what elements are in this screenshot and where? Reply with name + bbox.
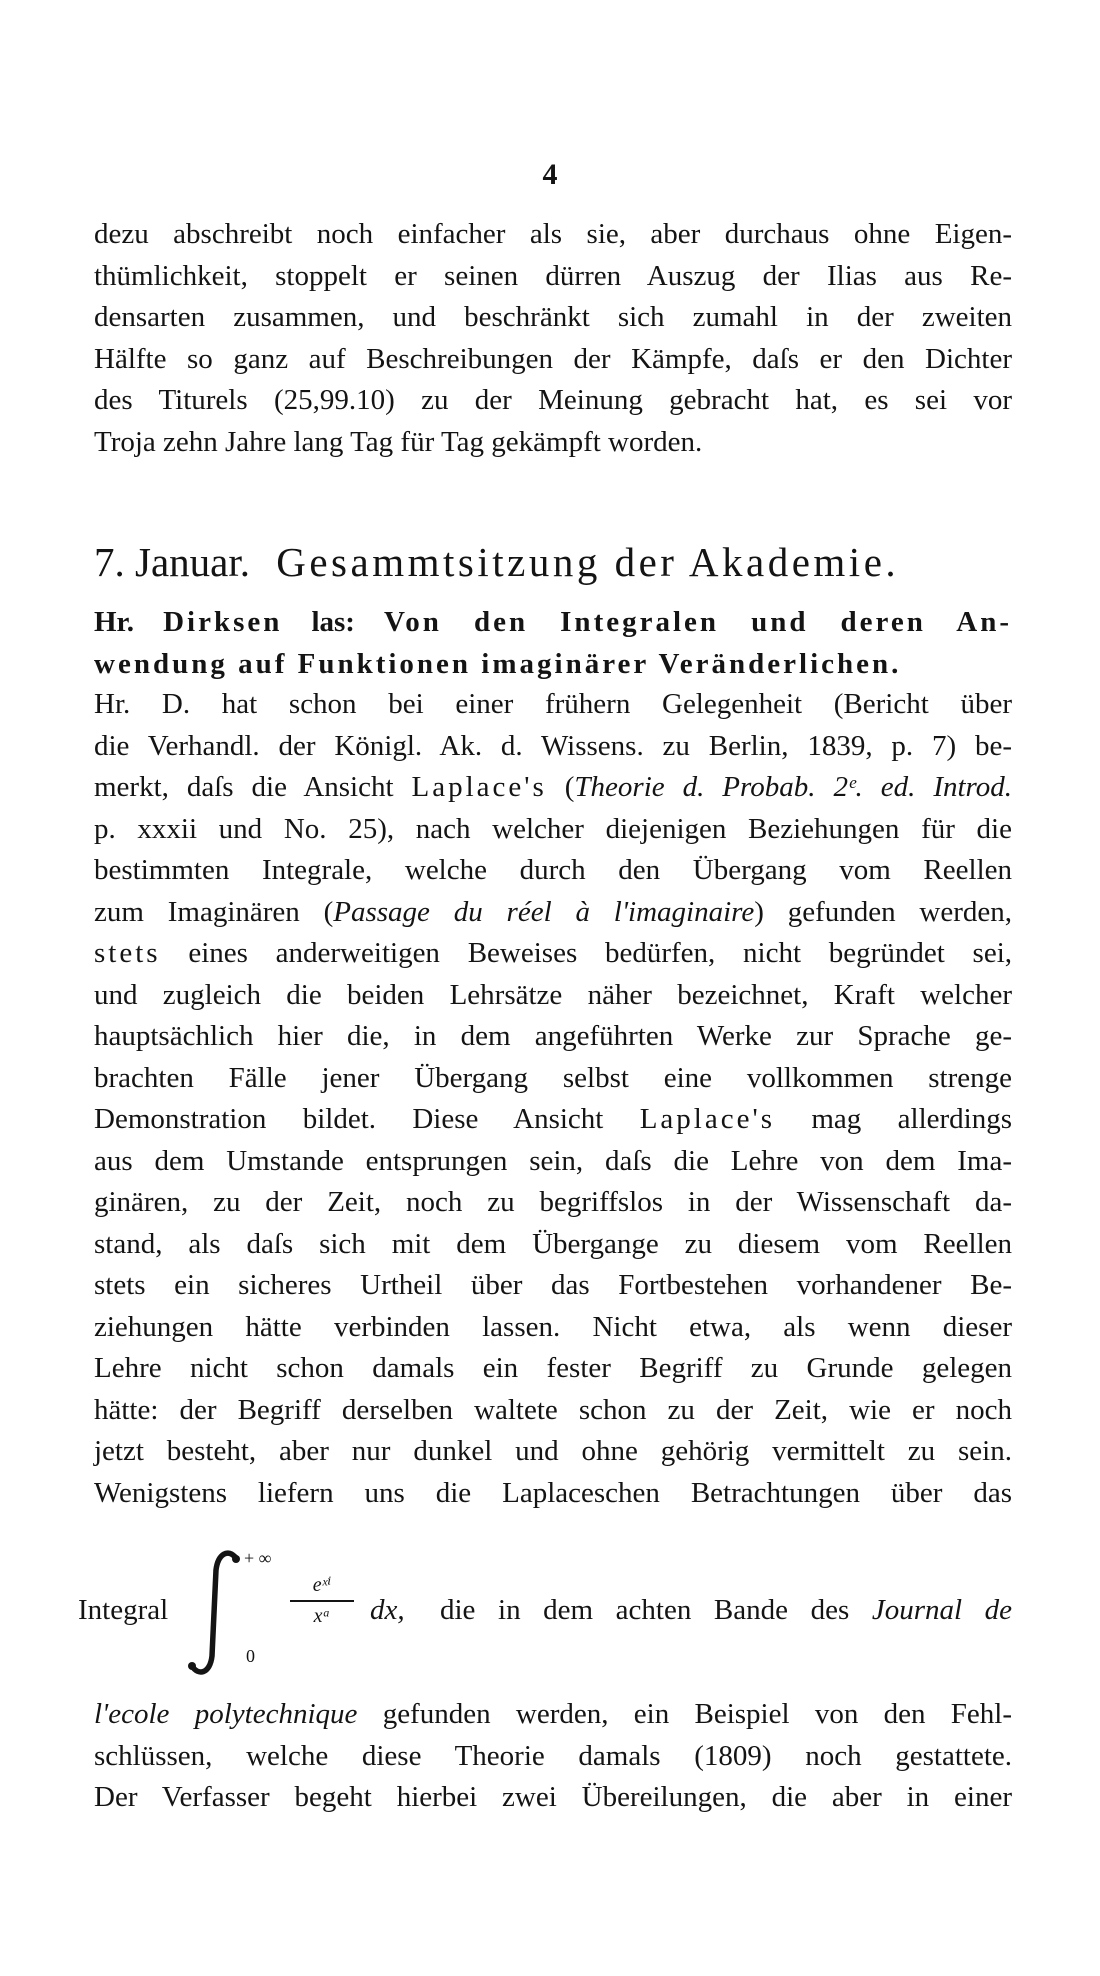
author-name: Laplace's [639,1103,775,1135]
journal-title: l'ecole polytechnique [94,1698,358,1730]
text-line: ziehungen hätte verbinden lassen. Nicht etwa, als wenn dieser [94,1310,1012,1343]
text-line: stets eines anderweitigen Beweises bedürfen, nicht begründet sei, [94,937,1012,969]
text-line: densarten zusammen, und beschränkt sich zumahl in der zweiten [94,301,1012,333]
text-line: jetzt besteht, aber nur dunkel und ohne gehörig vermittelt zu sein. [94,1435,1012,1467]
text-line: stand, als daſs sich mit dem Übergange zu diesem vom Reellen [94,1227,1012,1260]
text-line: des Titurels (25,99.10) zu der Meinung gebracht hat, es sei vor [94,384,1012,416]
body-paragraph [94,684,1012,1514]
text-line: hätte: der Begriff derselben waltete schon zu der Zeit, wie er noch [94,1393,1012,1426]
integrand-denominator: xᵃ [313,1604,331,1627]
text-line: brachten Fälle jener Übergang selbst eine vollkommen strenge [94,1061,1012,1094]
differential: dx, [370,1594,405,1626]
text-line: dezu abschreibt noch einfacher als sie, aber durchaus ohne Eigen- [94,218,1012,250]
text-line: merkt, daſs die Ansicht Laplace's (Theorie d. Probab. 2ᵉ. ed. Introd. [94,771,1013,803]
text-line: aus dem Umstande entsprungen sein, daſs die Lehre von dem Ima- [94,1144,1012,1177]
lecture-title: Von den Integralen und deren An- [384,606,1013,638]
session-title: Gesammtsitzung der Akademie. [276,539,900,585]
session-heading [94,538,1012,586]
announcement [94,602,1012,685]
text-line: Der Verfasser begeht hierbei zwei Übereilungen, die aber in einer [94,1781,1012,1813]
integral-word: Integral [78,1594,169,1626]
text-line: Wenigstens liefern uns die Laplaceschen Betrachtungen über das [94,1476,1012,1509]
lecture-title-continued: wendung auf Funktionen imaginärer Veränderlichen. [94,647,902,680]
text-line: Demonstration bildet. Diese Ansicht Laplace's mag allerdings [94,1103,1012,1135]
text-line: thümlichkeit, stoppelt er seinen dürren Auszug der Ilias aus Re- [94,259,1012,292]
text-line: zum Imaginären (Passage du réel à l'imaginaire) gefunden werden, [94,895,1012,928]
text-line: l'ecole polytechnique gefunden werden, ein Beispiel von den Fehl- [94,1698,1012,1730]
integrand-fraction [290,1572,354,1628]
emphasis: stets [94,937,161,969]
author-name: Laplace's [411,771,547,803]
text-line: und zugleich die beiden Lehrsätze näher bezeichnet, Kraft welcher [94,978,1012,1011]
announcement-line [94,602,1012,644]
text-line: stets ein sicheres Urtheil über das Fortbestehen vorhandener Be- [94,1269,1012,1301]
text-line: bestimmten Integrale, welche durch den Übergang vom Reellen [94,854,1012,886]
fraction-bar [290,1600,354,1602]
lower-limit: 0 [246,1646,255,1666]
upper-limit: + ∞ [244,1548,272,1568]
journal-title: Journal de [871,1594,1012,1626]
speaker-prefix: Hr. [94,606,135,638]
text-line: die in dem achten Bande des Journal de [440,1594,1012,1626]
text-line: Hr. D. hat schon bei einer frühern Gelegenheit (Bericht über [94,688,1012,720]
speaker-name: Dirksen [163,606,283,638]
text-line: hauptsächlich hier die, in dem angeführten Werke zur Sprache ge- [94,1020,1012,1052]
text-line: Lehre nicht schon damals ein fester Begriff zu Grunde gelegen [94,1352,1012,1384]
page-number: 4 [542,158,558,191]
tail-paragraph [94,1694,1012,1819]
continuation-paragraph [94,214,1012,463]
integrand-numerator: eˣⁱ [312,1574,332,1596]
text-line: die Verhandl. der Königl. Ak. d. Wissens. zu Berlin, 1839, p. 7) be- [94,729,1012,762]
text-line: Hälfte so ganz auf Beschreibungen der Kämpfe, daſs er den Dichter [94,342,1012,375]
integral-sign-icon [184,1548,244,1678]
announcement-verb: las: [311,606,355,638]
text-line: schlüssen, welche diese Theorie damals (1809) noch gestattete. [94,1739,1012,1772]
session-date: 7. Januar. [94,539,250,585]
integral-formula-line [78,1548,1012,1678]
text-line: p. xxxii und No. 25), nach welcher diejenigen Beziehungen für die [94,812,1012,845]
text-line: ginären, zu der Zeit, noch zu begriffslos in der Wissenschaft da- [94,1186,1012,1218]
french-phrase: Passage du réel à l'imaginaire [333,895,755,928]
text-line: Troja zehn Jahre lang Tag für Tag gekämpft worden. [94,425,703,458]
citation: Theorie d. Probab. 2ᵉ. ed. Introd. [574,771,1013,803]
